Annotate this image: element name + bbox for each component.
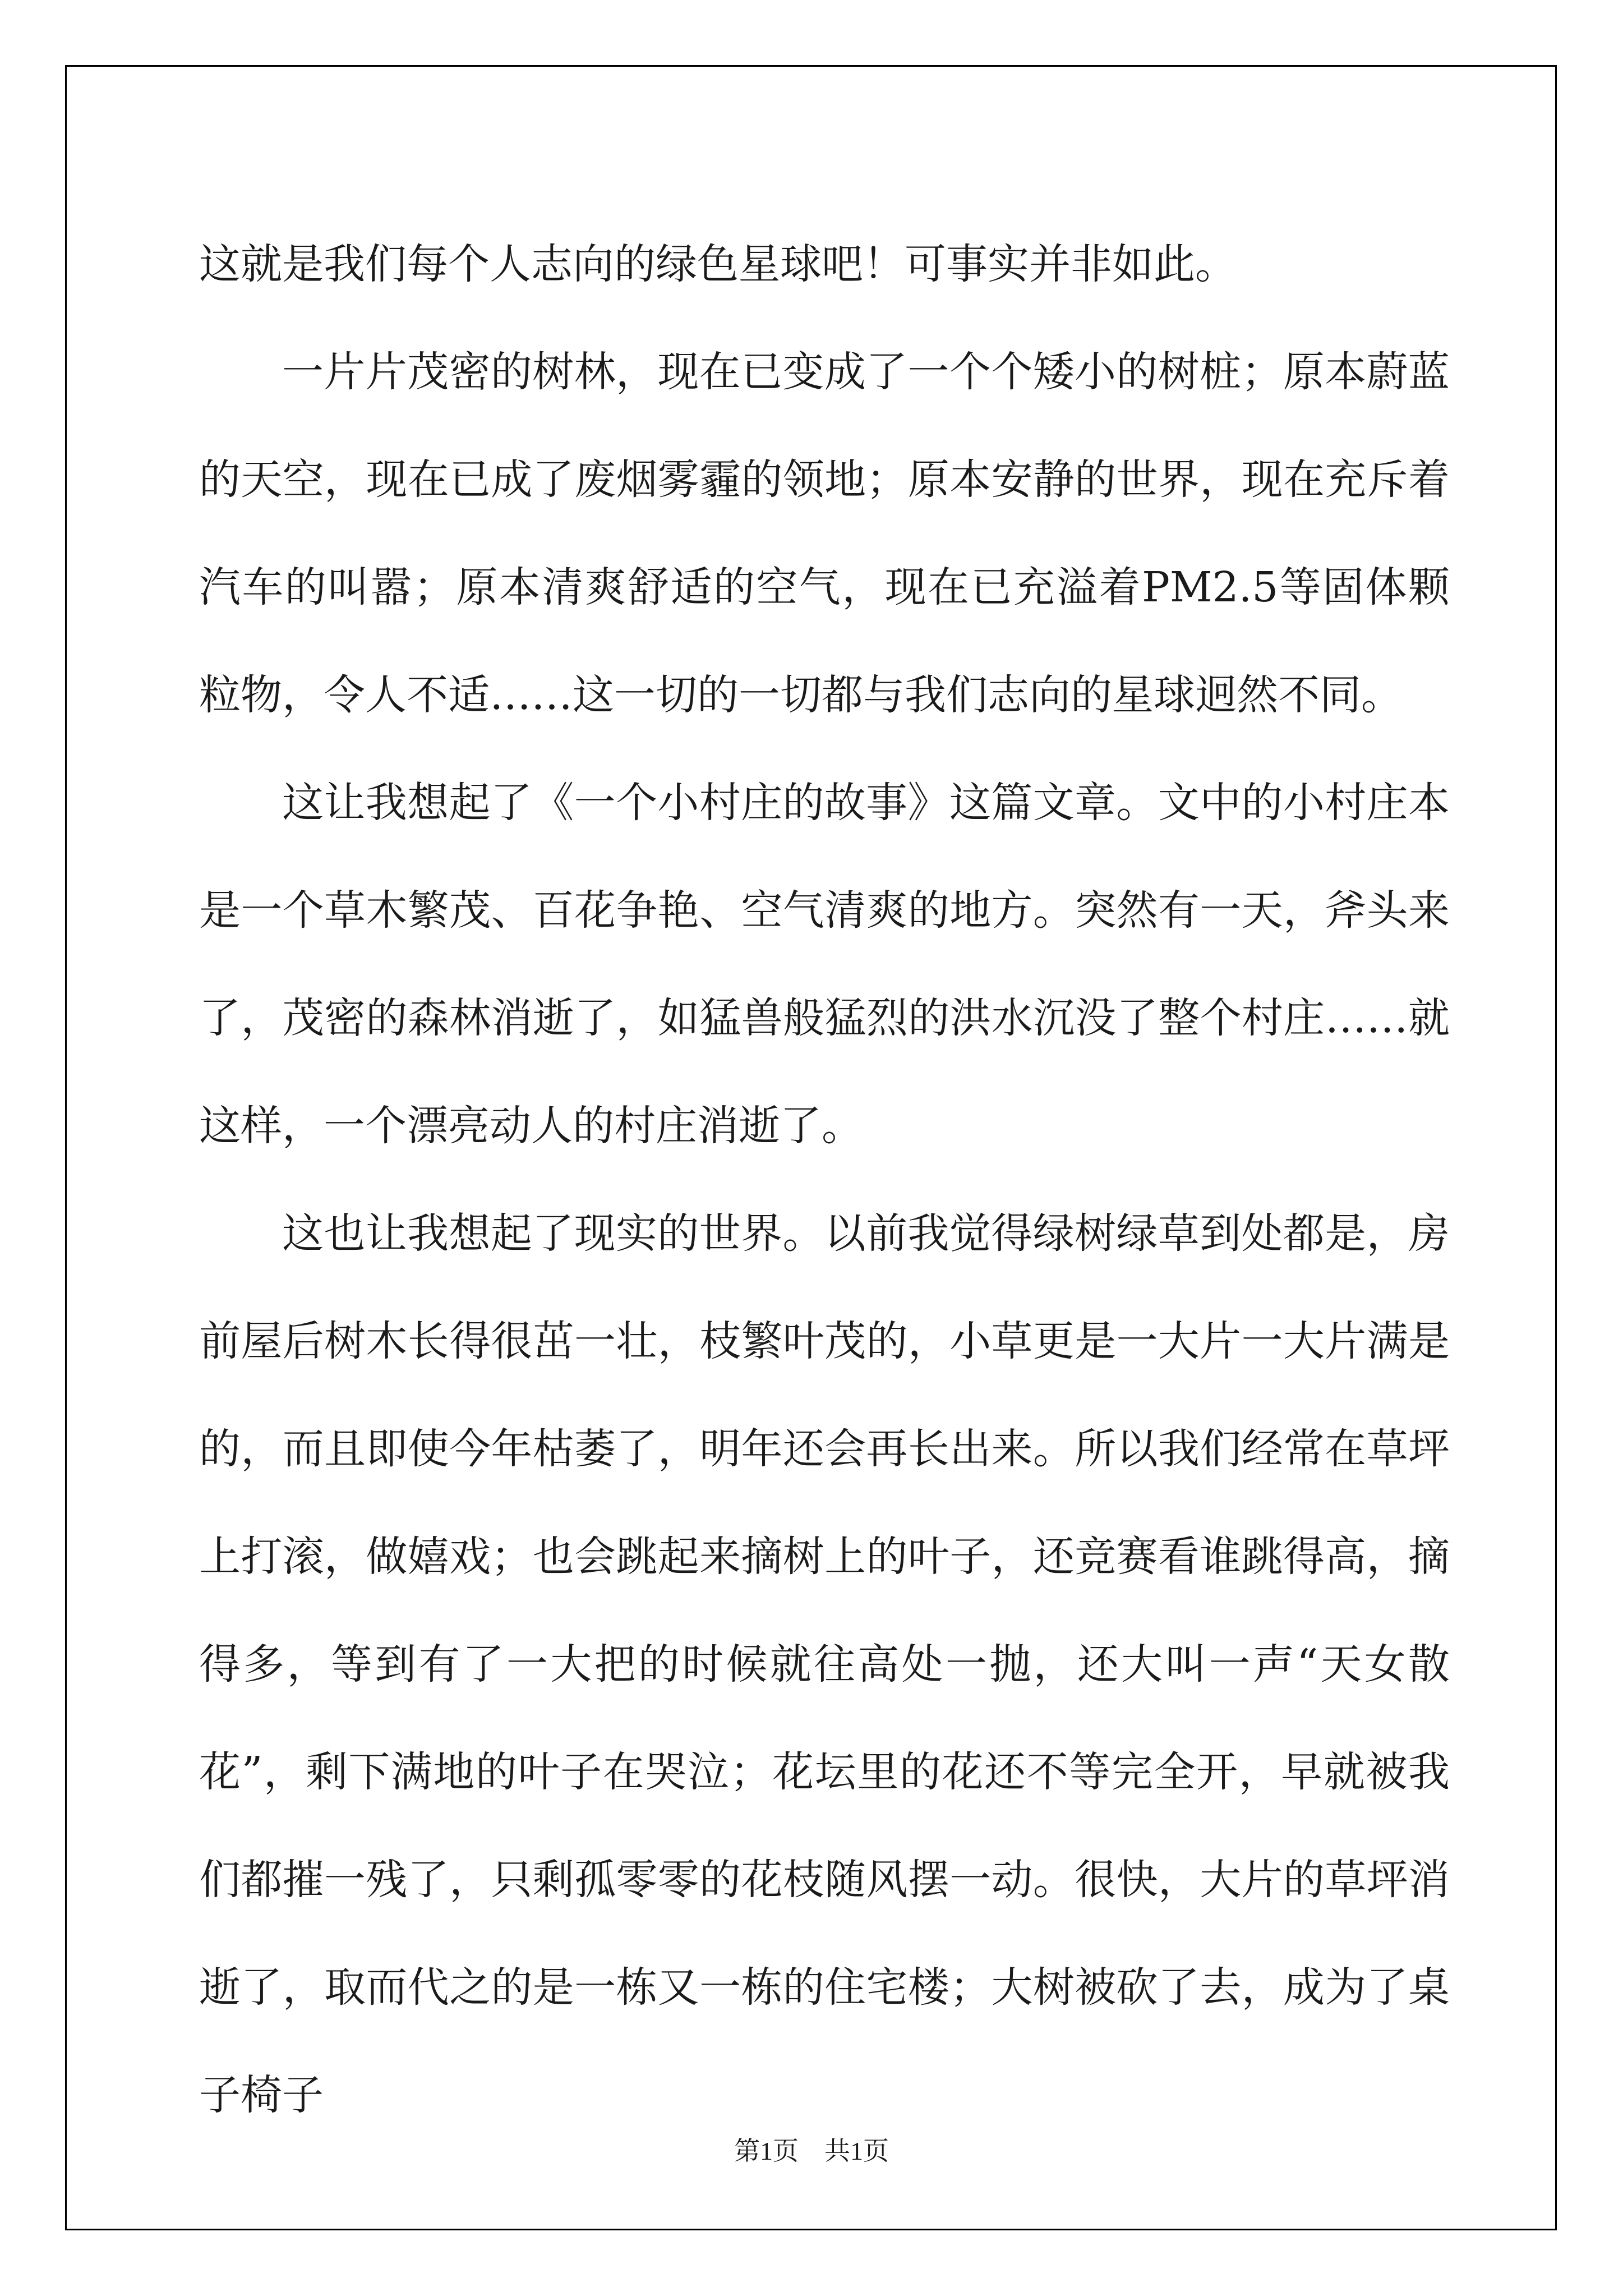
paragraph-3: 这让我想起了《一个小村庄的故事》这篇文章。文中的小村庄本是一个草木繁茂、百花争艳、空气清爽的地方。突然有一天，斧头来了，茂密的森林消逝了，如猛兽般猛烈的洪水沉没了整个村庄……就这样，一个漂亮动人的村庄消逝了。 — [199, 779, 1450, 1150]
page-footer: 第1页 共1页 — [734, 2137, 889, 2165]
document-body — [199, 210, 1450, 2149]
paragraph-1: 这就是我们每个人志向的绿色星球吧！可事实并非如此。 — [199, 240, 1237, 288]
paragraph-4: 这也让我想起了现实的世界。以前我觉得绿树绿草到处都是，房前屋后树木长得很茁一壮，枝繁叶茂的，小草更是一大片一大片满是的，而且即使今年枯萎了，明年还会再长出来。所以我们经常在草坪上打滚，做嬉戏；也会跳起来摘树上的叶子，还竞赛看谁跳得高，摘得多，等到有了一大把的时候就往高处一抛，还大叫一声“天女散花”，剩下满地的叶子在哭泣；花坛里的花还不等完全开，早就被我们都摧一残了，只剩孤零零的花枝随风摆一动。很快，大片的草坪消逝了，取而代之的是一栋又一栋的住宅楼；大树被砍了去，成为了桌子椅子 — [199, 1209, 1450, 2119]
paragraph-2: 一片片茂密的树林，现在已变成了一个个矮小的树桩；原本蔚蓝的天空，现在已成了废烟雾霾的领地；原本安静的世界，现在充斥着汽车的叫嚣；原本清爽舒适的空气，现在已充溢着PM2.5等固体颗粒物，令人不适……这一切的一切都与我们志向的星球迥然不同。 — [199, 348, 1450, 719]
